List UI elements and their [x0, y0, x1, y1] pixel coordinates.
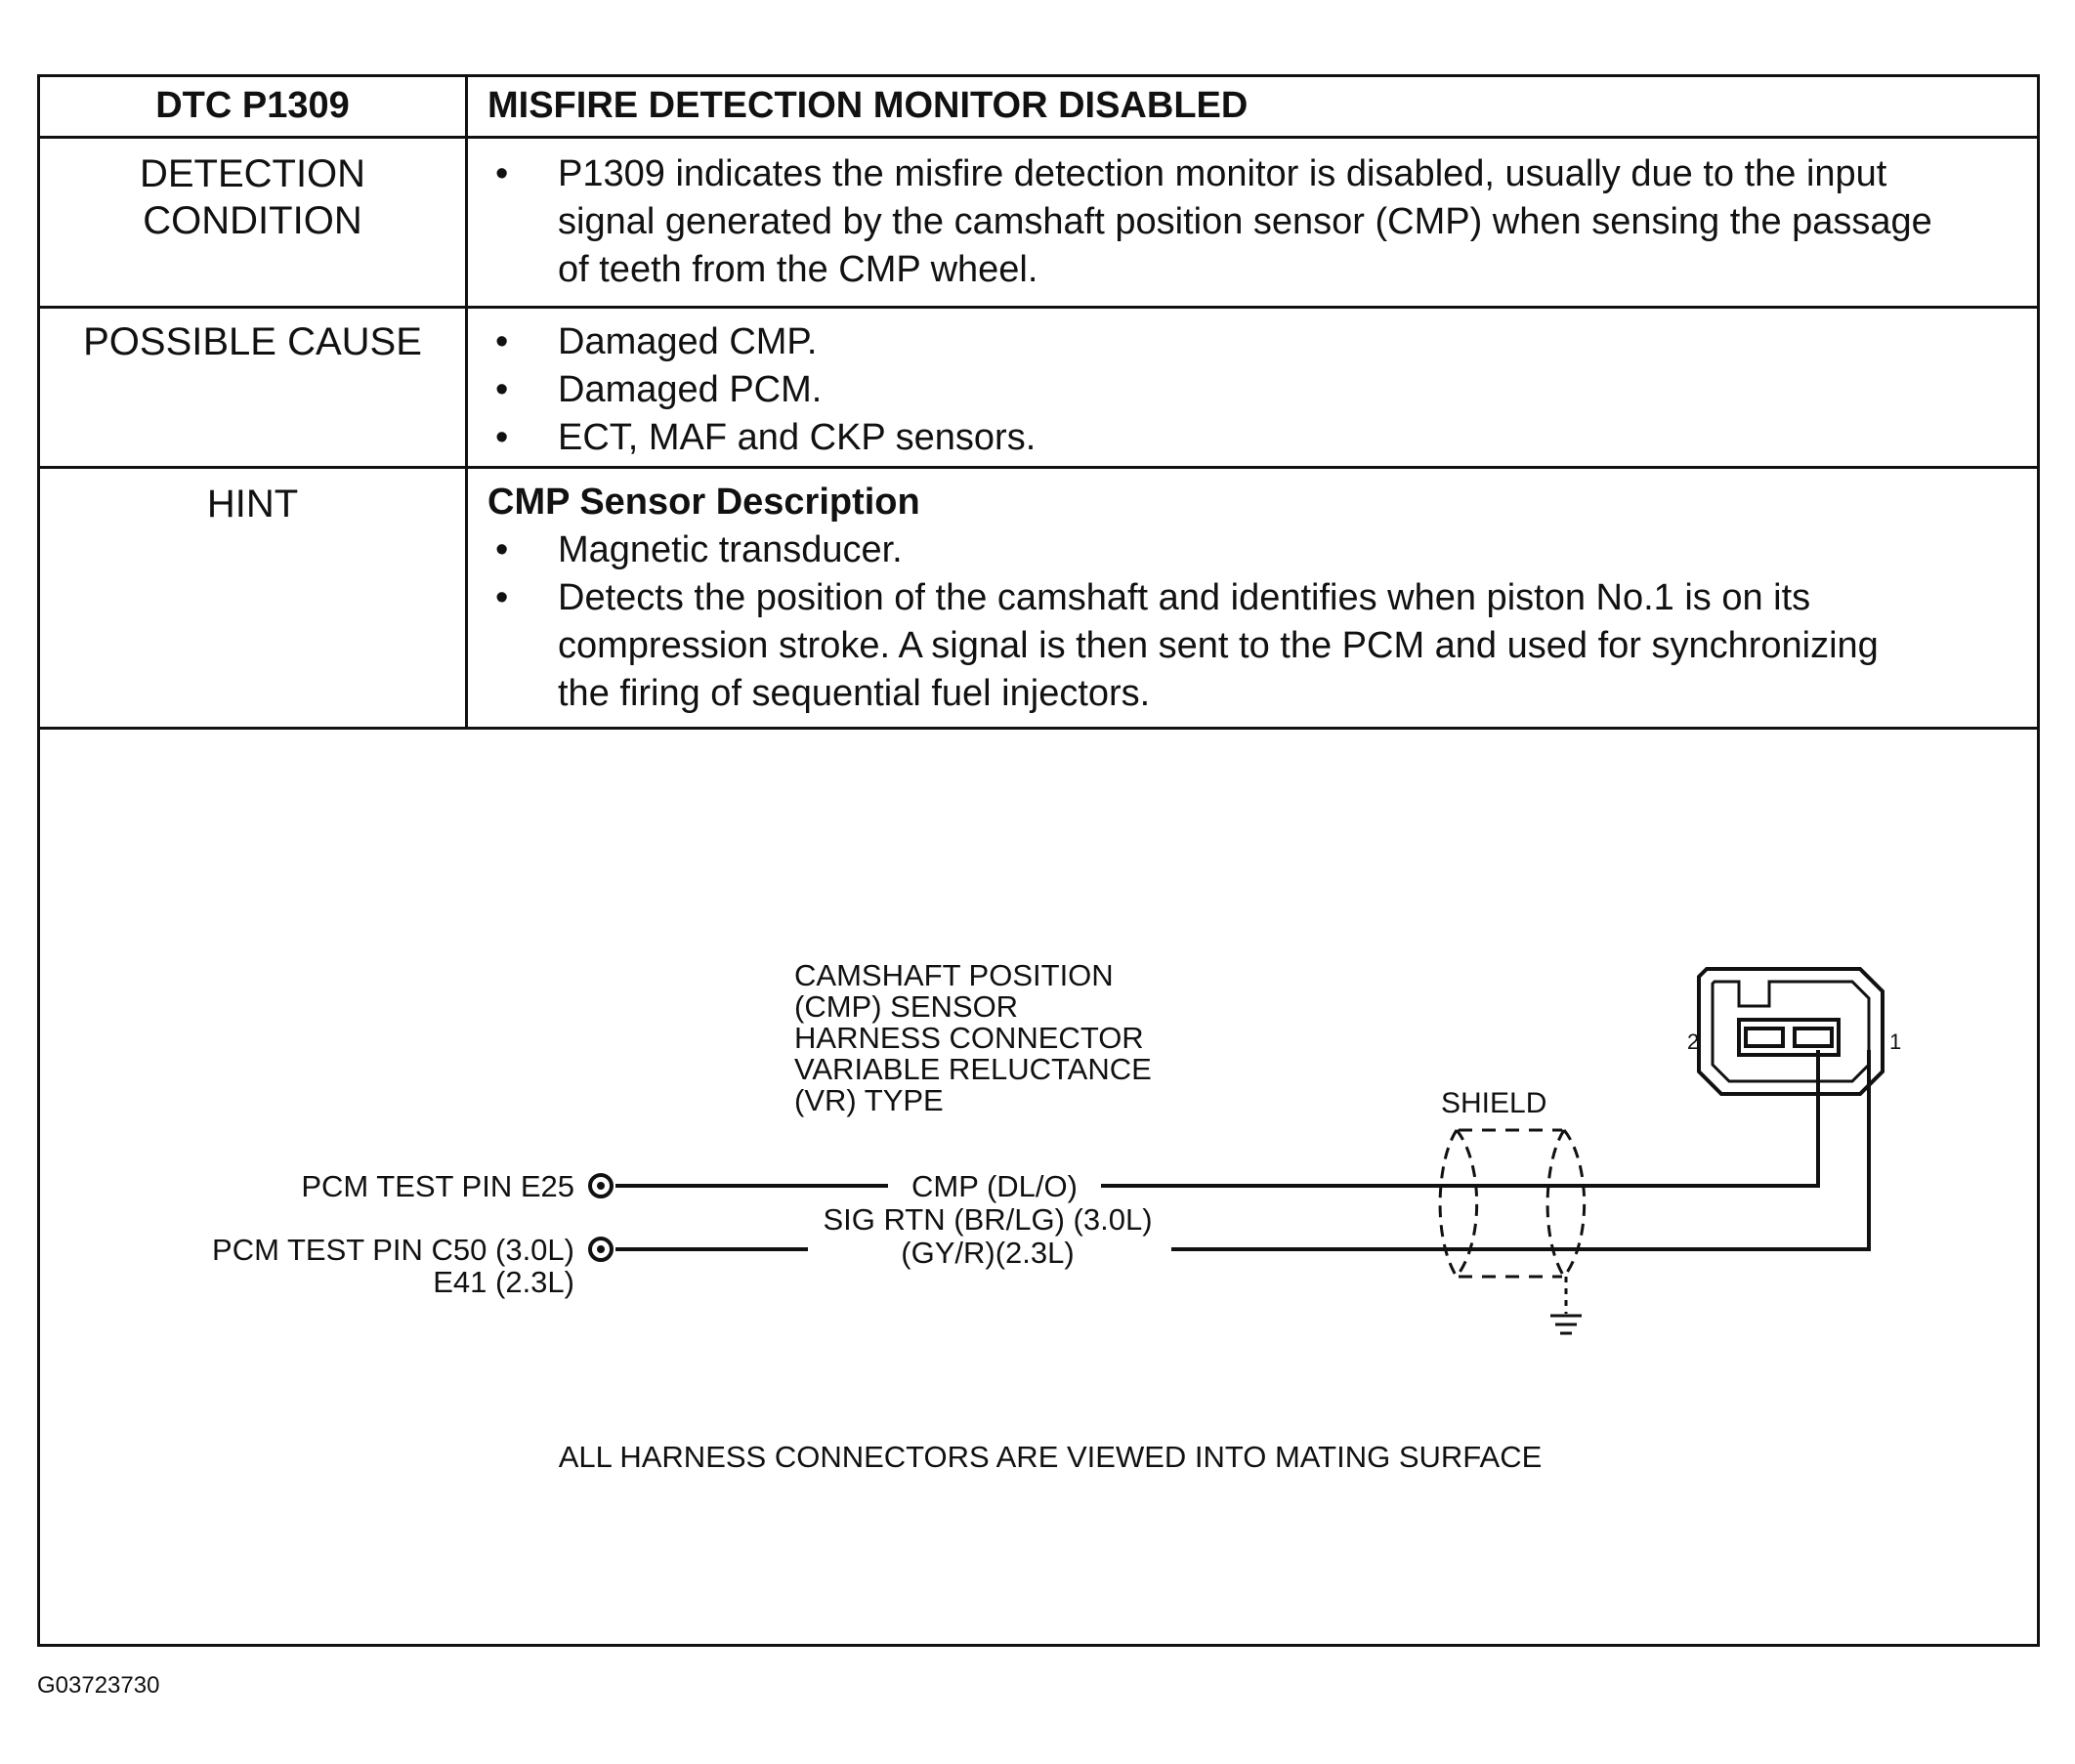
list-item: • Damaged PCM.	[495, 369, 823, 410]
ground-icon	[1550, 1316, 1582, 1333]
list-item: • ECT, MAF and CKP sensors.	[495, 417, 1037, 458]
dtc-title: MISFIRE DETECTION MONITOR DISABLED	[487, 85, 1249, 126]
wiring-diagram	[40, 730, 2037, 1644]
pin-e25-label: PCM TEST PIN E25	[301, 1169, 574, 1203]
dtc-code: DTC P1309	[155, 85, 350, 126]
bullet: •	[495, 153, 509, 194]
svg-text:HARNESS CONNECTOR: HARNESS CONNECTOR	[794, 1021, 1144, 1055]
hint-content	[487, 479, 2017, 718]
detection-row	[40, 139, 2037, 309]
pin-c50-label: PCM TEST PIN C50 (3.0L)	[212, 1233, 574, 1267]
figure-id: G03723730	[37, 1672, 160, 1699]
svg-text:VARIABLE RELUCTANCE: VARIABLE RELUCTANCE	[794, 1052, 1152, 1086]
svg-text:CAMSHAFT POSITION: CAMSHAFT POSITION	[794, 958, 1114, 992]
cmp-wire-label: CMP (DL/O)	[911, 1169, 1078, 1203]
shield-icon	[1440, 1130, 1585, 1314]
list-item: • P1309 indicates the misfire detection monitor is disabled, usually due to the input signal generated by the camshaft position sensor (CMP) when sensing the passage of teeth from the CMP wheel.	[487, 150, 2017, 294]
list-item: • Magnetic transducer.	[495, 529, 903, 570]
connector-icon	[1699, 969, 1883, 1094]
terminal-2-label: 2	[1687, 1029, 1700, 1054]
cause-list	[487, 318, 2017, 462]
detection-label: DETECTION CONDITION	[139, 152, 366, 242]
shield-label: SHIELD	[1441, 1087, 1547, 1119]
detection-text	[487, 150, 2017, 294]
cause-row	[40, 309, 2037, 469]
svg-text:(CMP) SENSOR: (CMP) SENSOR	[794, 989, 1019, 1024]
footnote: ALL HARNESS CONNECTORS ARE VIEWED INTO MATING SURFACE	[558, 1440, 1543, 1474]
pin-e41-label: E41 (2.3L)	[433, 1265, 574, 1299]
list-item: • Detects the position of the camshaft and identifies when piston No.1 is on its compression stroke. A signal is then sent to the PCM and used for synchronizing the firing of sequential fuel injectors.	[495, 577, 1879, 714]
sig-rtn-wire-label: SIG RTN (BR/LG) (3.0L)	[823, 1202, 1153, 1237]
dtc-table	[37, 74, 2040, 1647]
hint-row	[40, 469, 2037, 730]
header-row	[40, 77, 2037, 139]
cause-label: POSSIBLE CAUSE	[83, 320, 422, 363]
svg-text:(VR) TYPE: (VR) TYPE	[794, 1083, 944, 1117]
test-pin-e25-dot	[597, 1182, 605, 1190]
hint-heading: CMP Sensor Description	[487, 482, 920, 523]
sig-rtn-wire-label-b: (GY/R)(2.3L)	[901, 1236, 1075, 1270]
hint-label: HINT	[206, 483, 299, 525]
sensor-title	[794, 958, 1152, 1117]
list-item: • Damaged CMP.	[495, 321, 818, 362]
test-pin-c50-dot	[597, 1245, 605, 1253]
terminal-1-label: 1	[1889, 1029, 1902, 1054]
